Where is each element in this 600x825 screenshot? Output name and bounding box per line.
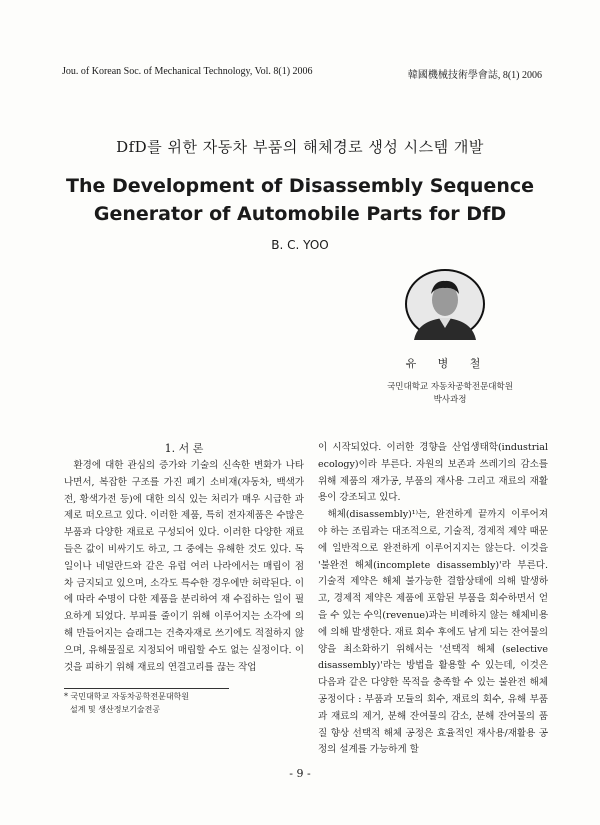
journal-header-left: Jou. of Korean Soc. of Mechanical Technology, Vol. 8(1) 2006 <box>62 66 313 77</box>
footnote-line-2: 설계 및 생산정보기술전공 <box>70 705 161 714</box>
author-name-korean: 유 병 철 <box>405 357 490 370</box>
footnote-line-1: * 국민대학교 자동차공학전문대학원 <box>64 692 190 701</box>
right-column <box>318 440 548 759</box>
author-affiliation <box>380 381 520 407</box>
page-number: - 9 - <box>289 767 311 780</box>
body-paragraph: 해체(disassembly)¹⁾는, 완전하게 끝까지 이루어져야 하는 조립과는 대조적으로, 기술적, 경제적 제약 때문에 일반적으로 완전하게 이루어지지는 않는다. 이것을 '불완전 해체(incomplete disassembly)'라 부른다. 기술적 제약은 해체 불가능한 결합상태에 의해 발생하고, 경제적 제약은 제품에 포함된 부품을 회수하면서 얻을 수 있는 수익(revenue)과는 비례하지 않는 해체비용에 의해 발생한다. 재료 회수 후에도 남게 되는 잔여물의 양을 최소화하기 위해서는 '선택적 해체 (selective disassembly)'라는 방법을 활용할 수 있는데, 이것은 다음과 같은 다양한 목적을 충족할 수 있는 불완전 해체 공정이다 : 부품과 모듈의 회수, 재료의 회수, 유해 부품과 재료의 제거, 분해 잔여물의 감소, 분해 잔여물의 품질 향상 선택적 해체 공정은 효율적인 재사용/재활용 공정의 설계를 가능하게 할 <box>318 509 548 756</box>
body-paragraph: 이 시작되었다. 이러한 경향을 산업생태학(industrial ecology)이라 부른다. 자원의 보존과 쓰레기의 감소를 위해 제품의 재가공, 부품의 재사용 그리고 재료의 재활용이 강조되고 있다. <box>318 442 548 504</box>
author-name-english: B. C. YOO <box>271 238 329 252</box>
left-column <box>64 458 304 676</box>
footnote <box>64 690 189 716</box>
paper-title-english: The Development of Disassembly Sequence Generator of Automobile Parts for DfD <box>65 175 534 225</box>
paper-title-korean: DfD를 위한 자동차 부품의 해체경로 생성 시스템 개발 <box>116 138 484 156</box>
section-title-introduction: 1. 서 론 <box>164 442 204 455</box>
author-portrait <box>404 268 486 340</box>
affiliation-line-2: 박사과정 <box>433 395 467 405</box>
body-paragraph: 환경에 대한 관심의 증가와 기술의 신속한 변화가 나타나면서, 복잡한 구조를 가진 폐기 소비재(자동차, 백색가전, 황색가전 등)에 대한 의식 있는 처리가 매우 시급한 과제로 떠오르고 있다. 이러한 제품, 특히 전자제품은 수많은 부품과 다양한 재료로 구성되어 있다. 이러한 다양한 재료들은 값이 비싸기도 하고, 그 중에는 유해한 것도 있다. 독일이나 네덜란드와 같은 유럽 여러 나라에서는 매립이 점차 금지되고 있으며, 소각도 특수한 경우에만 허락된다. 이에 따라 수명이 다한 제품을 분리하여 재 수집하는 일이 필요하게 되었다. 부피를 줄이기 위해 이루어지는 소각에 의해 만들어지는 슬래그는 건축자재로 쓰기에도 적절하지 않으며, 유해물질로 지정되어 매립할 수도 없는 실정이다. 이것을 피하기 위해 재료의 연결고리를 끊는 작업 <box>64 460 304 673</box>
footnote-divider <box>64 688 229 689</box>
journal-header-right: 韓國機械技術學會誌, 8(1) 2006 <box>407 70 542 81</box>
affiliation-line-1: 국민대학교 자동차공학전문대학원 <box>387 382 513 392</box>
